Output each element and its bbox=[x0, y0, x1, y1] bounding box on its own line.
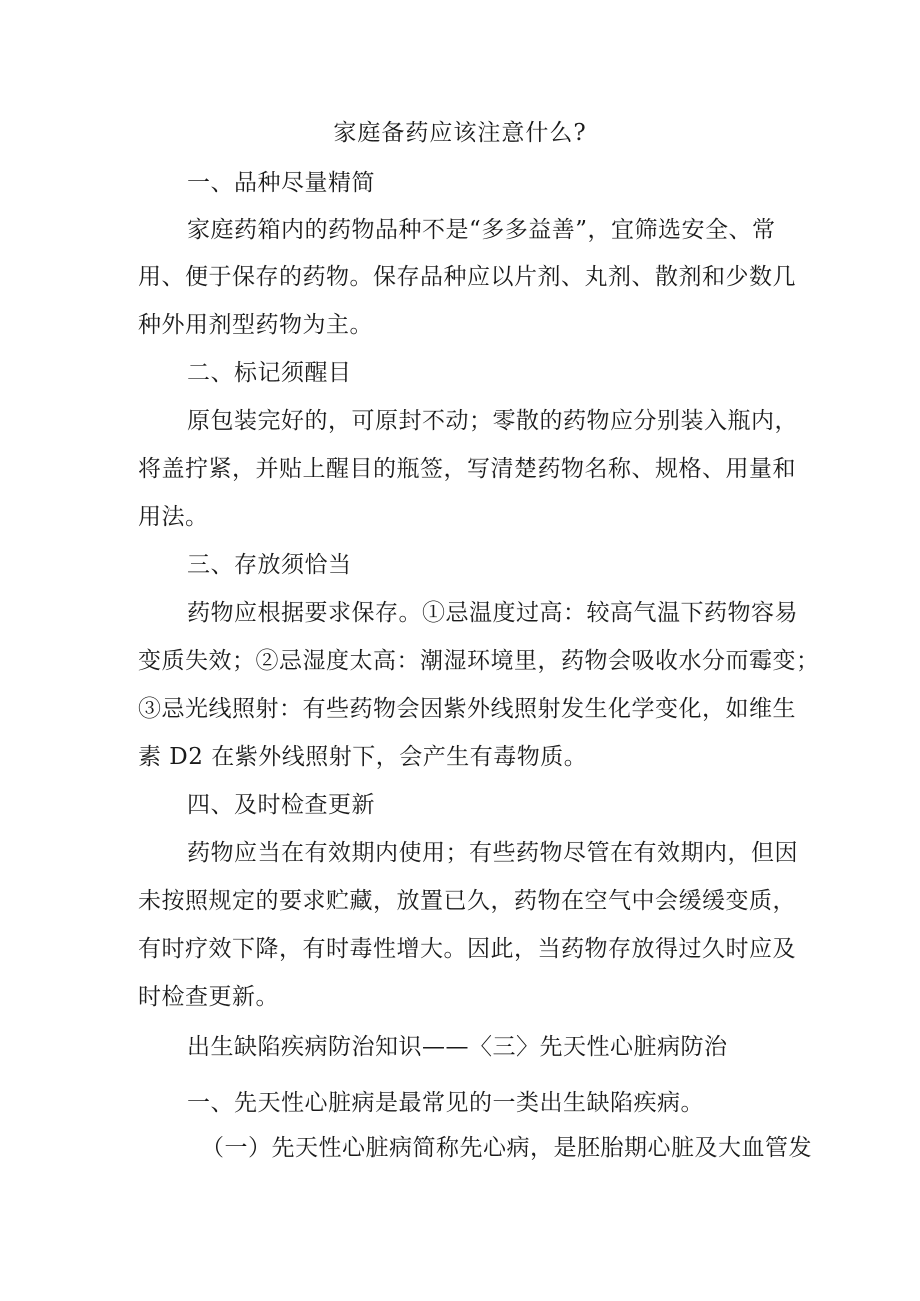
paragraph-line: 未按照规定的要求贮藏，放置已久，药物在空气中会缓缓变质， bbox=[138, 888, 796, 914]
paragraph-line: 家庭药箱内的药物品种不是“多多益善”，宜筛选安全、常 bbox=[187, 217, 776, 243]
section-heading: 三、存放须恰当 bbox=[187, 552, 352, 578]
page-title: 家庭备药应该注意什么? bbox=[333, 120, 587, 146]
paragraph-line: 药物应根据要求保存。①忌温度过高：较高气温下药物容易 bbox=[187, 600, 798, 626]
paragraph-line: 原包装完好的，可原封不动；零散的药物应分别装入瓶内， bbox=[187, 408, 798, 434]
paragraph-line: 变质失效；②忌湿度太高：潮湿环境里，药物会吸收水分而霉变； bbox=[138, 648, 820, 674]
section-heading: 四、及时检查更新 bbox=[187, 792, 375, 818]
paragraph-line: 用、便于保存的药物。保存品种应以片剂、丸剂、散剂和少数几 bbox=[138, 264, 796, 290]
paragraph-line: 药物应当在有效期内使用；有些药物尽管在有效期内，但因 bbox=[187, 840, 798, 866]
paragraph-line: 将盖拧紧，并贴上醒目的瓶签，写清楚药物名称、规格、用量和 bbox=[138, 456, 796, 482]
section-title: 出生缺陷疾病防治知识——〈三〉先天性心脏病防治 bbox=[187, 1034, 728, 1060]
paragraph-line: （一）先天性心脏病简称先心病，是胚胎期心脏及大血管发 bbox=[201, 1135, 812, 1161]
paragraph-line: 有时疗效下降，有时毒性增大。因此，当药物存放得过久时应及 bbox=[138, 936, 796, 962]
paragraph-line: 时检查更新。 bbox=[138, 984, 279, 1010]
section-heading: 一、先天性心脏病是最常见的一类出生缺陷疾病。 bbox=[187, 1090, 704, 1116]
paragraph-line: 用法。 bbox=[138, 504, 209, 530]
paragraph-line: 素 D2 在紫外线照射下，会产生有毒物质。 bbox=[138, 744, 588, 770]
section-heading: 二、标记须醒目 bbox=[187, 360, 352, 386]
paragraph-line: ③忌光线照射：有些药物会因紫外线照射发生化学变化，如维生 bbox=[138, 696, 796, 722]
paragraph-line: 种外用剂型药物为主。 bbox=[138, 312, 373, 338]
section-heading: 一、品种尽量精简 bbox=[187, 170, 375, 196]
